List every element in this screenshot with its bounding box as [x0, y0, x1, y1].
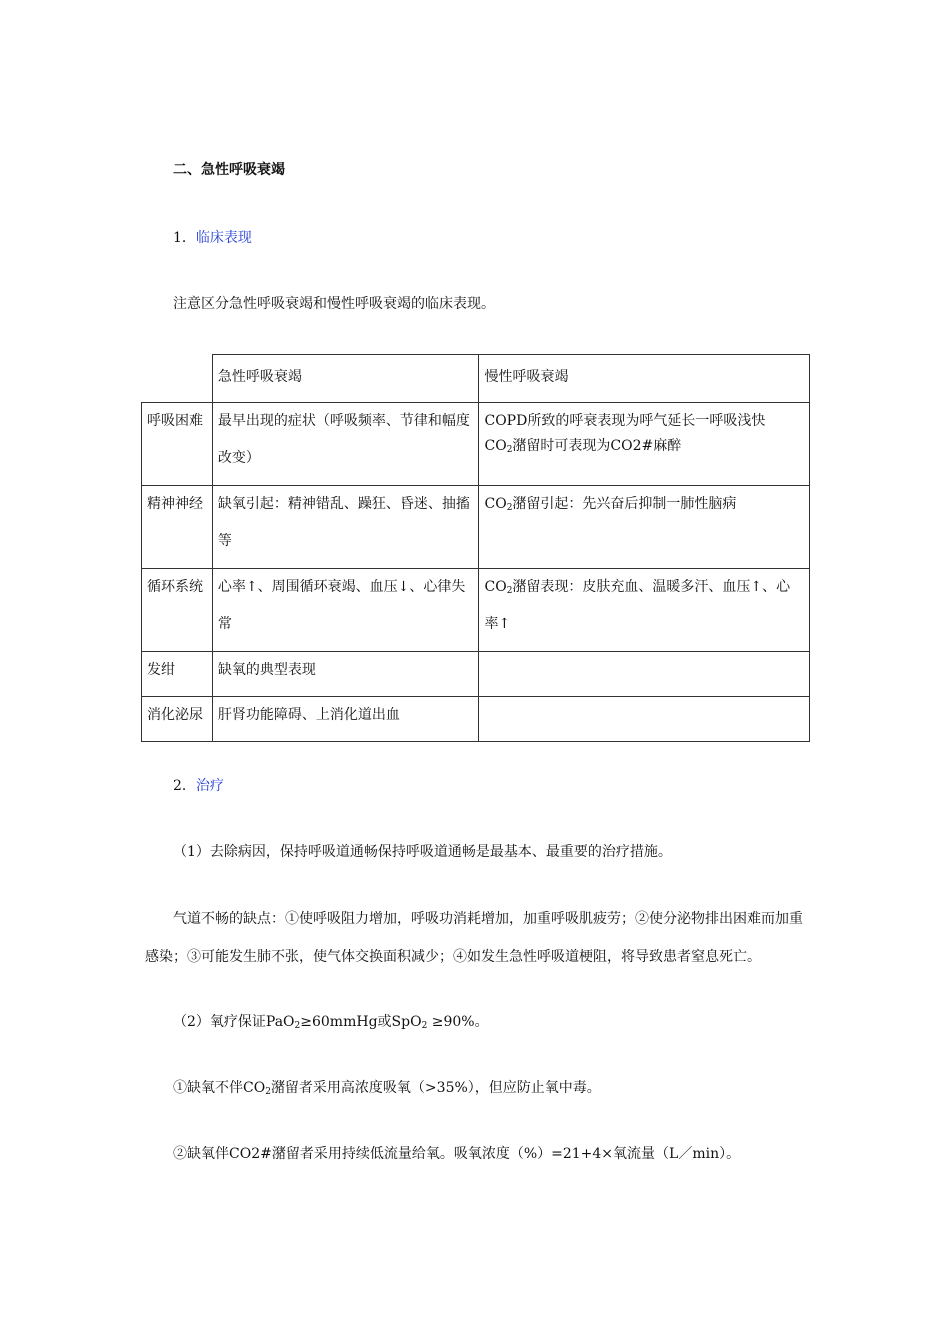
table-row — [142, 697, 810, 742]
row-label: 消化泌尿 — [142, 697, 213, 742]
paragraph-5: ②缺氧伴CO2#潴留者采用持续低流量给氧。吸氧浓度（%）=21+4×氧流量（L／min）。 — [173, 1146, 741, 1162]
cell-chronic — [479, 697, 810, 742]
paragraph-3: （2）氧疗保证PaO$_2$≥60mmHg或SpO$_2$ ≥90%。 — [173, 1014, 489, 1031]
cell-chronic — [479, 652, 810, 697]
section-heading: 二、急性呼吸衰竭 — [173, 162, 285, 178]
cell-chronic: $CO_2$潴留引起：先兴奋后抑制一肺性脑病 — [479, 486, 810, 569]
cell-acute: 肝肾功能障碍、上消化道出血 — [212, 697, 479, 742]
table-row — [142, 652, 810, 697]
subsection-1-number: 1． — [173, 230, 196, 246]
table-header-row — [142, 355, 810, 403]
cell-chronic: COPD所致的呼衰表现为呼气延长一呼吸浅快 $CO_2$潴留时可表现为CO2#麻醉 — [479, 403, 810, 486]
cell-acute: 心率↑、周围循环衰竭、血压↓、心律失常 — [212, 569, 479, 652]
cell-acute: 缺氧引起：精神错乱、躁狂、昏迷、抽搐等 — [212, 486, 479, 569]
cell-acute: 缺氧的典型表现 — [212, 652, 479, 697]
table-row — [142, 486, 810, 569]
table-header-empty — [142, 355, 213, 403]
row-label: 呼吸困难 — [142, 403, 213, 486]
subsection-2-title[interactable]: 治疗 — [195, 778, 224, 794]
subsection-2-number: 2． — [173, 778, 196, 794]
subsection-1-heading — [173, 228, 252, 248]
table-row — [142, 403, 810, 486]
cell-chronic: $CO_2$潴留表现：皮肤充血、温暖多汗、血压↑、心率↑ — [479, 569, 810, 652]
subsection-2-heading — [173, 776, 224, 796]
paragraph-1: （1）去除病因，保持呼吸道通畅保持呼吸道通畅是最基本、最重要的治疗措施。 — [173, 844, 672, 860]
cell-acute: 最早出现的症状（呼吸频率、节律和幅度改变） — [212, 403, 479, 486]
table-header-acute: 急性呼吸衰竭 — [212, 355, 479, 403]
comparison-table — [141, 354, 810, 742]
row-label: 发绀 — [142, 652, 213, 697]
row-label: 精神神经 — [142, 486, 213, 569]
subsection-1-title[interactable]: 临床表现 — [195, 230, 252, 246]
table-row — [142, 569, 810, 652]
table-header-chronic: 慢性呼吸衰竭 — [479, 355, 810, 403]
note-text: 注意区分急性呼吸衰竭和慢性呼吸衰竭的临床表现。 — [173, 296, 495, 312]
paragraph-2: 气道不畅的缺点：①使呼吸阻力增加，呼吸功消耗增加，加重呼吸肌疲劳；②使分泌物排出困难而加重感染；③可能发生肺不张，使气体交换面积减少；④如发生急性呼吸道梗阻，将导致患者窒息死亡。 — [145, 911, 803, 965]
paragraph-4: ①缺氧不伴$CO_2$潴留者采用高浓度吸氧（>35%），但应防止氧中毒。 — [173, 1080, 601, 1097]
row-label: 循环系统 — [142, 569, 213, 652]
